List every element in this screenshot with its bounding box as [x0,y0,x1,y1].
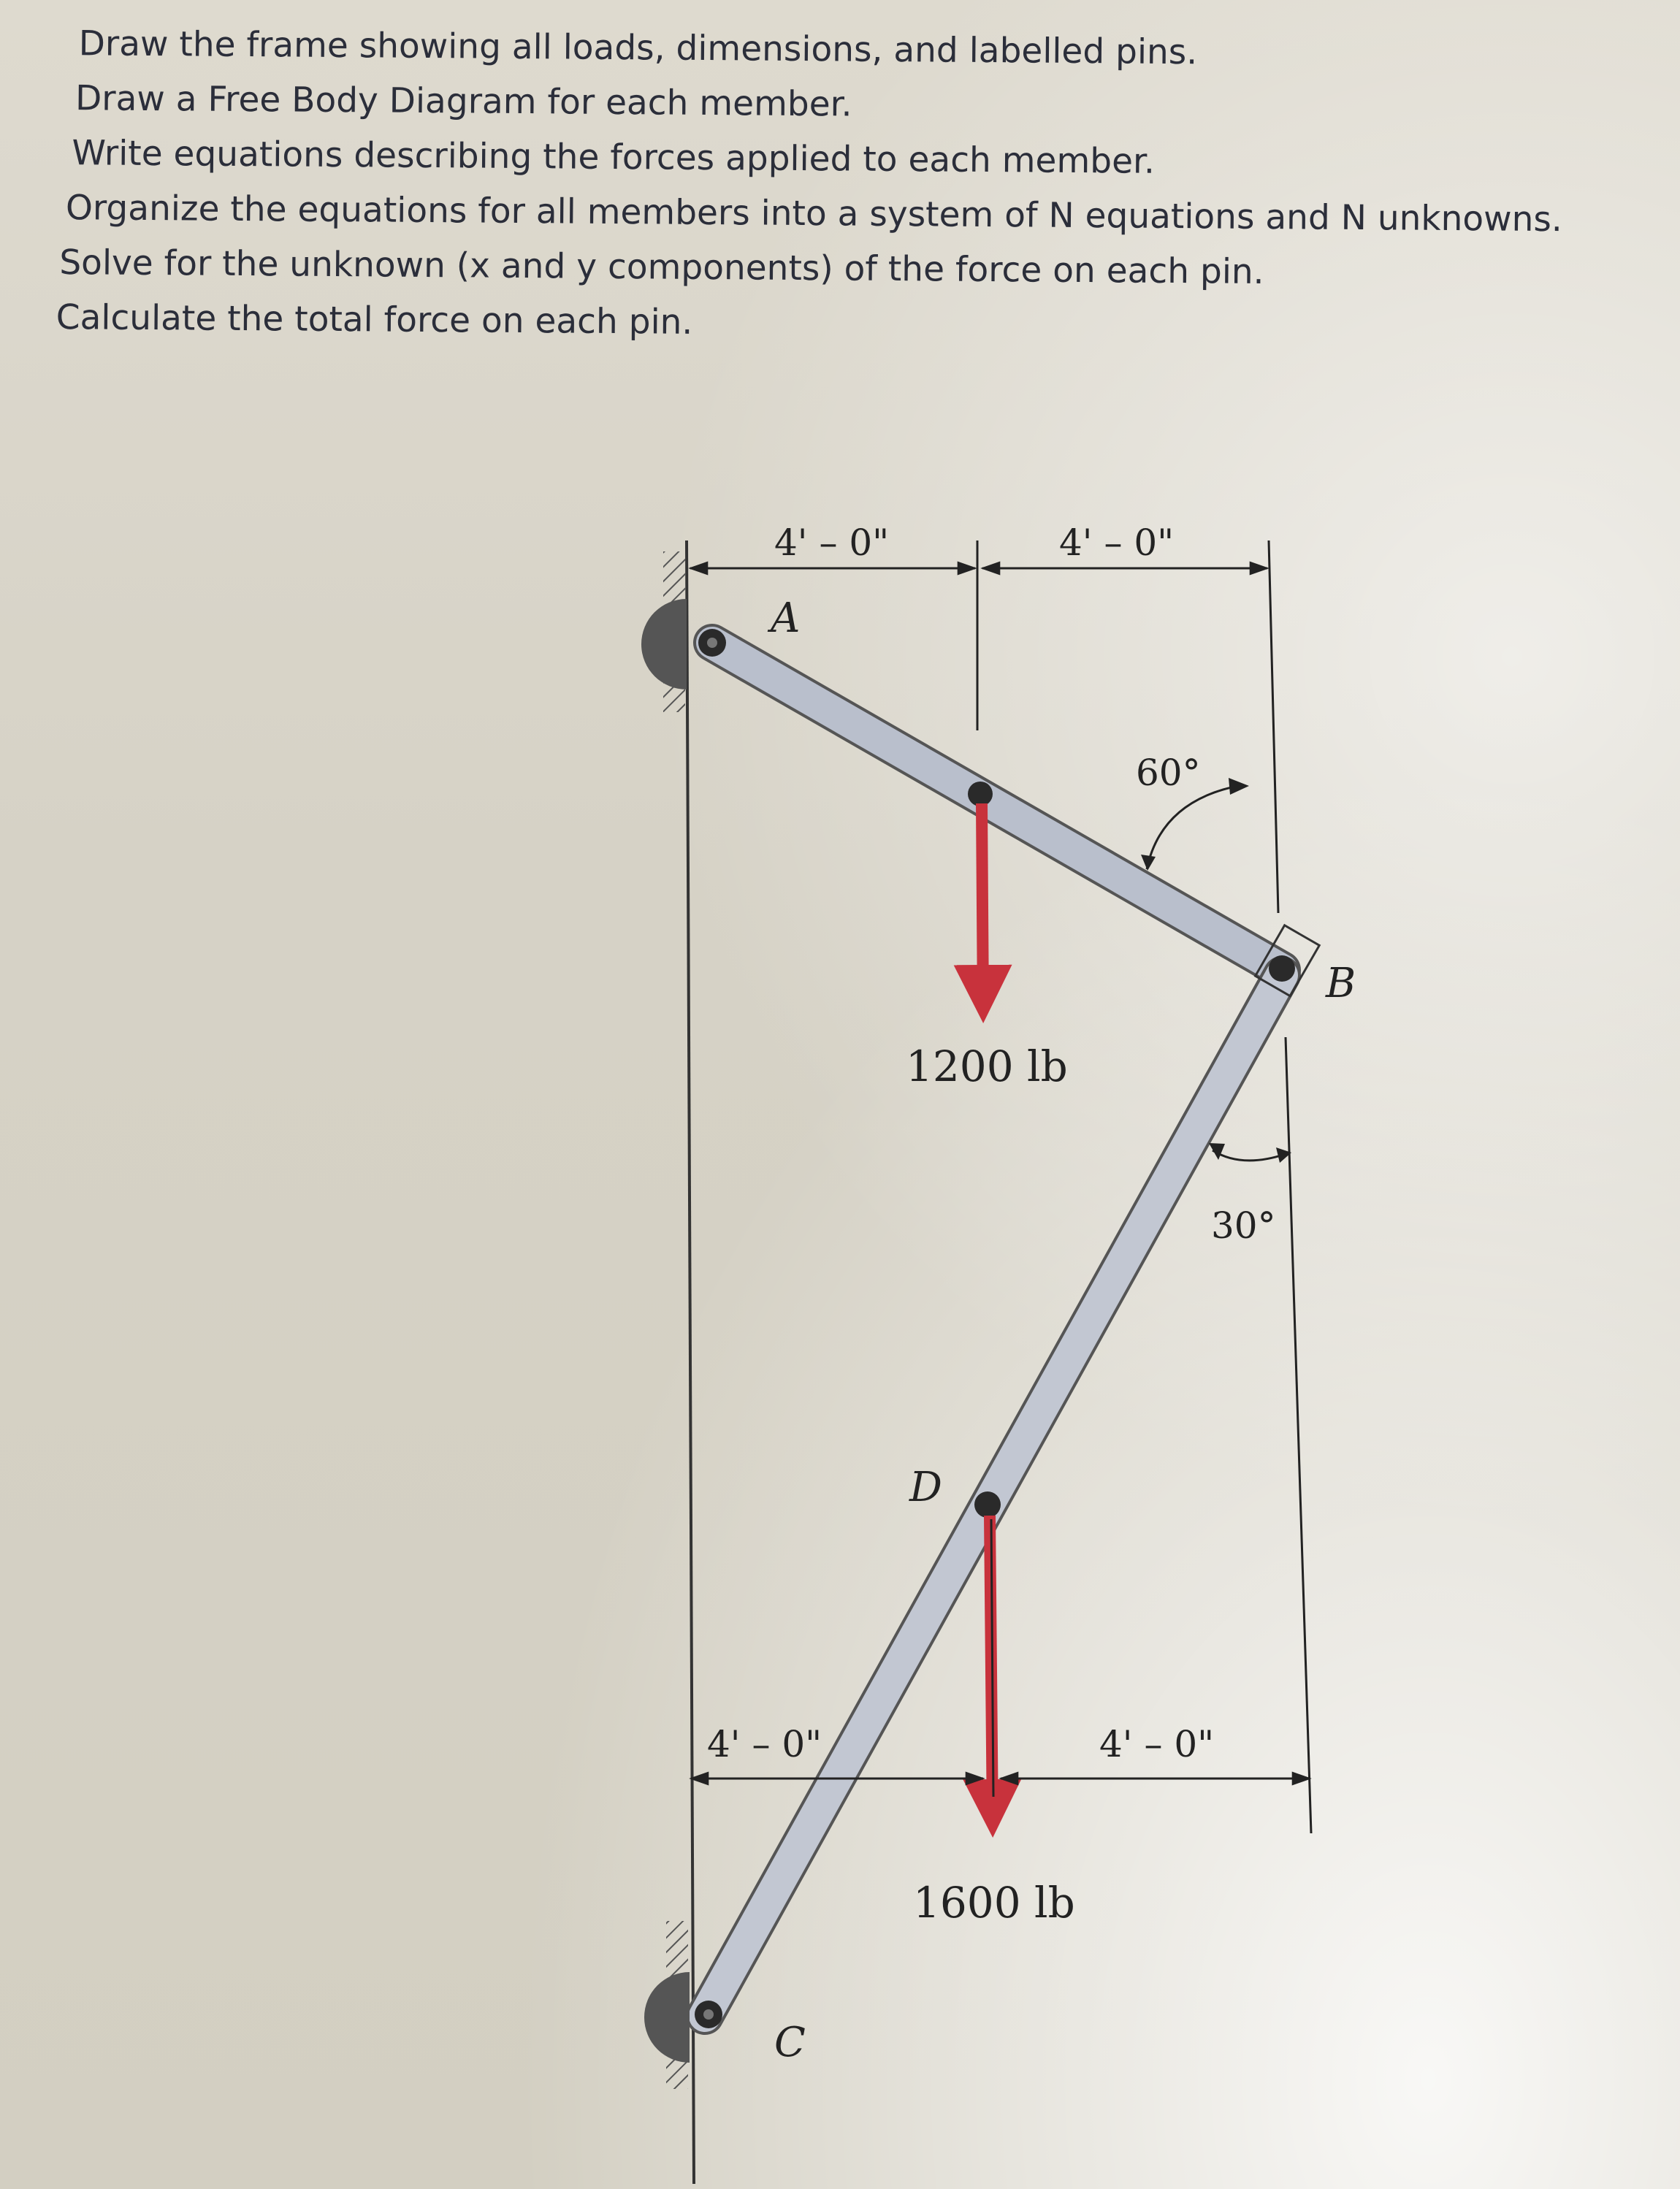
support-a [641,599,687,689]
instruction-1: Draw the frame showing all loads, dimensions, and labelled pins. [78,23,1198,73]
angle-label-top: 60° [1136,752,1201,794]
load-label-lower: 1600 lb [913,1878,1075,1928]
instruction-4: Organize the equations for all members into a system of N equations and N unknowns. [65,188,1563,240]
dim-ext-right-top [1269,540,1278,913]
pin-d [974,1491,1001,1518]
pin-b [1269,955,1295,982]
angle-ref-line-side [1286,1037,1311,1833]
instruction-5: Solve for the unknown (x and y components) of the force on each pin. [59,242,1264,292]
dim-text-top-left: 4' – 0" [774,522,890,564]
angle-arc-side [1213,1150,1286,1161]
angle-label-side: 30° [1211,1204,1276,1247]
load-label-upper: 1200 lb [906,1042,1068,1091]
dim-text-bottom-left: 4' – 0" [707,1723,822,1765]
pin-label-d: D [909,1464,942,1511]
instruction-2: Draw a Free Body Diagram for each member. [75,78,852,125]
support-c [644,1972,690,2063]
dim-text-top-right: 4' – 0" [1059,522,1175,564]
pin-label-c: C [774,2019,806,2066]
angle-arc-top [1147,785,1242,869]
pin-label-b: B [1326,960,1356,1007]
instruction-3: Write equations describing the forces applied to each member. [72,133,1156,182]
dim-text-bottom-right: 4' – 0" [1099,1723,1215,1765]
load-point-upper [968,782,993,806]
load-arrow-upper [982,803,983,1012]
pin-label-a: A [771,595,801,642]
member-ab [712,643,1282,970]
instruction-6: Calculate the total force on each pin. [56,297,693,343]
